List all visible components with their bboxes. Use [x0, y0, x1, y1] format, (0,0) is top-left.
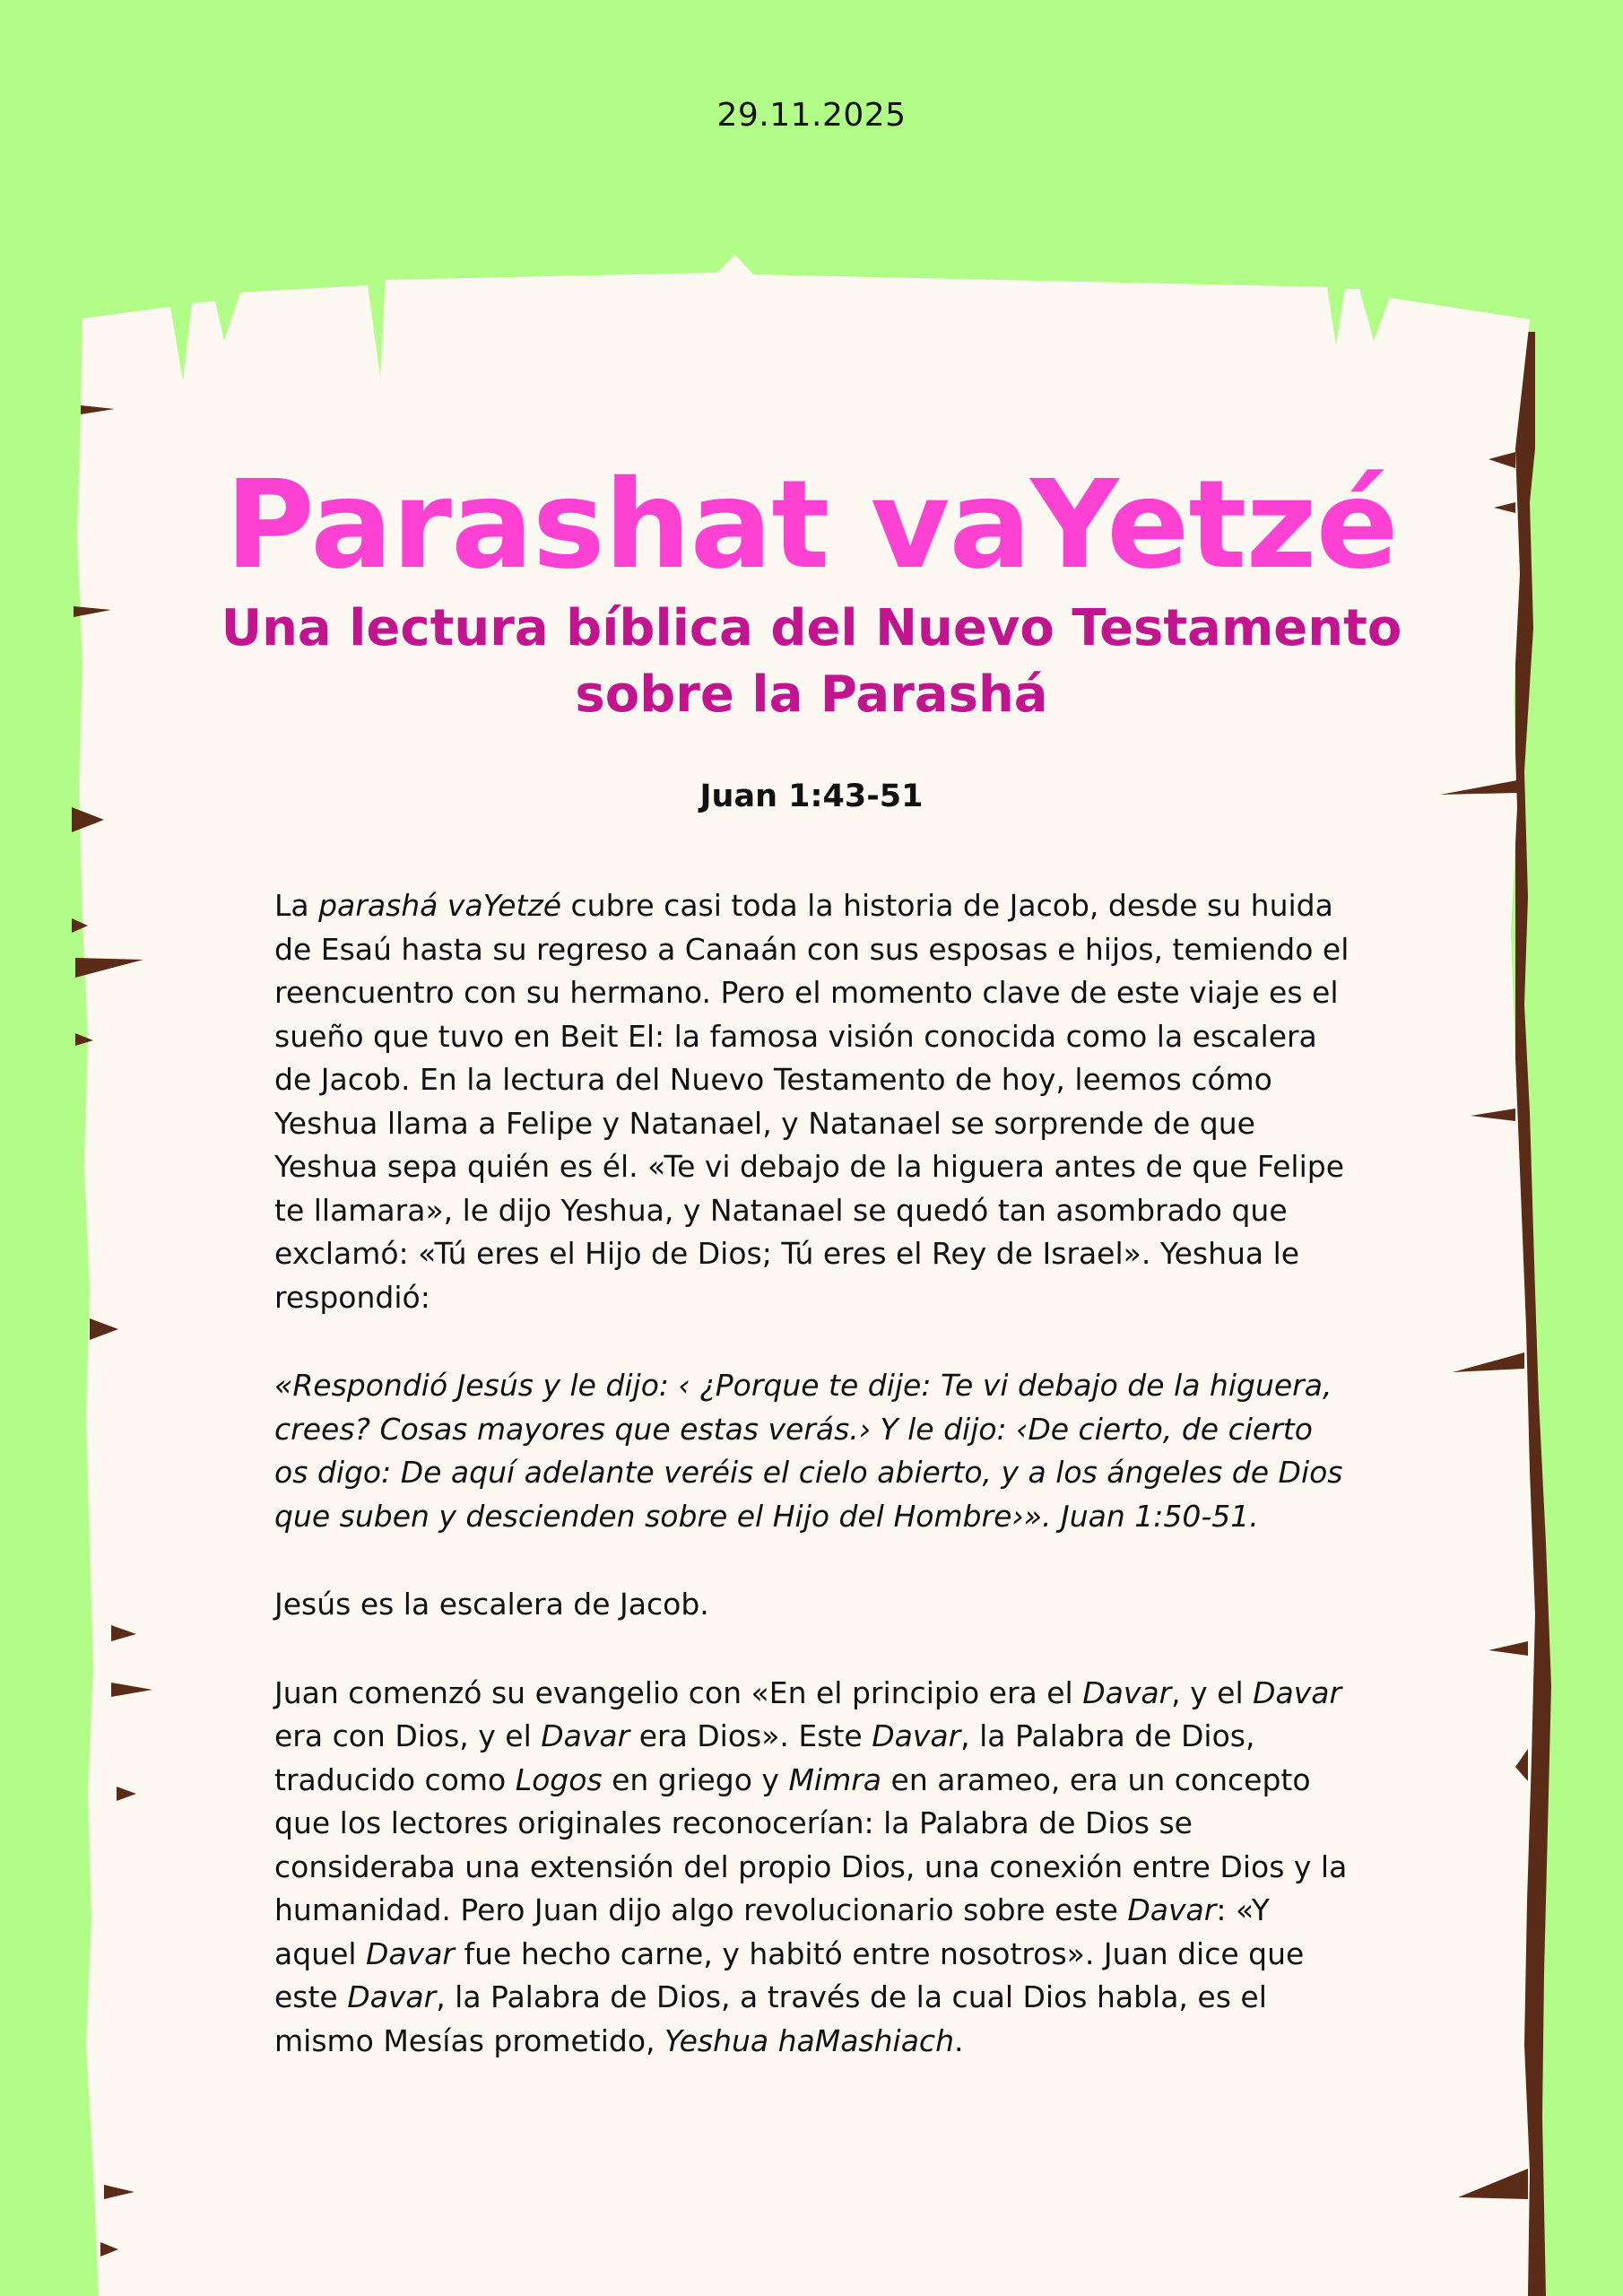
text-segment: cubre casi toda la historia de Jacob, desde su huida de Esaú hasta su regreso a Canaán con sus esposas e hijos, temiendo el reencuentro con su hermano. Pero el momento clave de este viaje es el sueño que tuvo en Beit El: la famosa visión conocida como la escalera de Jacob. En la lectura del Nuevo Testamento de hoy, leemos cómo Yeshua llama a Felipe y Natanael, y Natanael se sorprende de que Yeshua sepa quién es él. «Te vi debajo de la higuera antes de que Felipe te llamara», le dijo Yeshua, y Natanael se quedó tan asombrado que exclamó: «Tú eres el Hijo de Dios; Tú eres el Rey de Israel». Yeshua le respondió:	[274, 888, 1350, 1315]
italic-text: Davar	[347, 1979, 437, 2014]
body-paragraph	[274, 1672, 1350, 2064]
text-segment: , la Palabra de Dios, traducido como	[274, 1718, 1255, 1797]
body-paragraph	[274, 1583, 1350, 1627]
body-paragraph	[274, 884, 1350, 1319]
italic-text: parashá vaYetzé	[318, 888, 562, 923]
text-segment: La	[274, 888, 319, 923]
italic-text: Davar	[1253, 1674, 1342, 1710]
text-segment: Jesús es la escalera de Jacob.	[274, 1587, 709, 1622]
text-segment: era Dios». Este	[629, 1718, 872, 1753]
text-segment: en arameo, era un concepto que los lectores originales reconocerían: la Palabra de Dios se consideraba una extensión del propio Dios, una conexión entre Dios y la humanidad. Pero Juan dijo algo revolucionario sobre este	[274, 1761, 1348, 1927]
italic-text: Davar	[872, 1718, 961, 1753]
text-segment: .	[954, 2022, 964, 2058]
italic-text: Davar	[541, 1718, 630, 1753]
page-subtitle: Una lectura bíblica del Nuevo Testamento sobre la Parashá	[221, 599, 1402, 724]
text-segment: , la Palabra de Dios, a través de la cual Dios habla, es el mismo Mesías prometido,	[274, 1979, 1267, 2058]
body-paragraph	[274, 1364, 1350, 1538]
text-segment: era con Dios, y el	[274, 1718, 542, 1753]
date: 29.11.2025	[716, 97, 907, 134]
body-text	[274, 884, 1350, 2108]
italic-text: «Respondió Jesús y le dijo: ‹ ¿Porque te dije: Te vi debajo de la higuera, crees? Cosas mayores que estas verás.› Y le dijo: ‹De cierto, de cierto os digo: De aquí adelante veréis el cielo abierto, y a los ángeles de Dios que suben y descienden sobre el Hijo del Hombre›». Juan 1:50-51.	[274, 1368, 1343, 1534]
italic-text: Davar	[366, 1935, 455, 1971]
scripture-reference: Juan 1:43-51	[699, 778, 924, 814]
italic-text: Davar	[1127, 1892, 1217, 1927]
italic-text: Yeshua haMashiach	[664, 2022, 954, 2058]
text-segment: en griego y	[602, 1761, 789, 1797]
text-segment: , y el	[1171, 1674, 1254, 1710]
page-title: Parashat vaYetzé	[225, 455, 1398, 596]
text-segment: : «Y aquel	[274, 1892, 1270, 1971]
text-segment: fue hecho carne, y habitó entre nosotros». Juan dice que este	[274, 1935, 1305, 2014]
italic-text: Mimra	[788, 1761, 882, 1797]
text-segment: Juan comenzó su evangelio con «En el principio era el	[274, 1674, 1083, 1710]
italic-text: Davar	[1082, 1674, 1172, 1710]
italic-text: Logos	[515, 1761, 603, 1797]
